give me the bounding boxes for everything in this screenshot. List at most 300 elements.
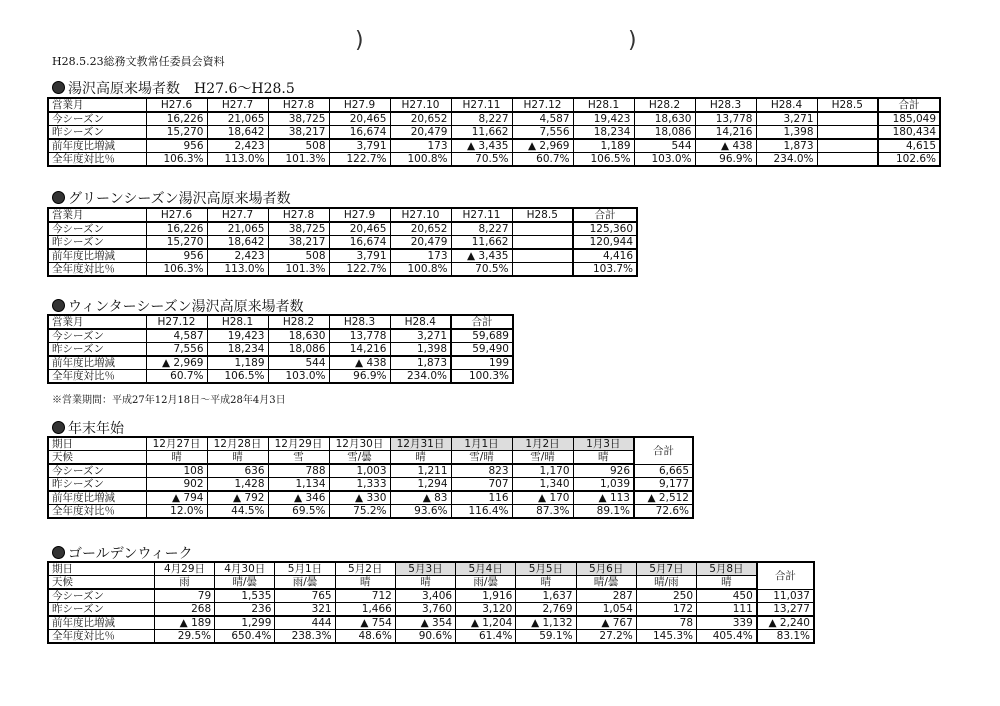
table-cell: 1,039 xyxy=(573,478,634,492)
table-cell: 1,333 xyxy=(329,478,390,492)
table-cell: 321 xyxy=(275,603,335,617)
table-cell: 103.0% xyxy=(634,153,695,167)
table-cell: 70.5% xyxy=(451,153,512,167)
row-label: 今シーズン xyxy=(48,589,154,603)
table-cell: 1,535 xyxy=(215,589,275,603)
table-cell: 3,760 xyxy=(395,603,455,617)
table-cell: 765 xyxy=(275,589,335,603)
column-header: H27.11 xyxy=(451,208,512,222)
table-cell: 69.5% xyxy=(268,505,329,519)
section-title-year-end: 年末年始 xyxy=(52,418,124,438)
table-cell: 508 xyxy=(268,139,329,153)
weather-cell: 晴 xyxy=(390,451,451,465)
weather-cell: 晴 xyxy=(335,576,395,590)
table-cell: 101.3% xyxy=(268,153,329,167)
table-cell: ▲ 189 xyxy=(154,616,214,630)
bullet-icon xyxy=(52,81,65,94)
date-header: 4月30日 xyxy=(215,562,275,576)
table-cell: 108 xyxy=(146,464,207,478)
date-header: 12月30日 xyxy=(329,437,390,451)
table-row xyxy=(48,356,513,370)
row-label: 今シーズン xyxy=(48,222,146,236)
date-header: 5月3日 xyxy=(395,562,455,576)
table-cell: ▲ 1,132 xyxy=(516,616,576,630)
table-cell: 113.0% xyxy=(207,153,268,167)
table-cell: 90.6% xyxy=(395,630,455,644)
column-header: H27.8 xyxy=(268,98,329,112)
table-cell: 9,177 xyxy=(634,478,693,492)
table-cell: 60.7% xyxy=(512,153,573,167)
table-row xyxy=(48,603,814,617)
table-cell: 234.0% xyxy=(756,153,817,167)
table-cell: 116.4% xyxy=(451,505,512,519)
table-cell: 173 xyxy=(390,249,451,263)
table-cell: ▲ 767 xyxy=(576,616,636,630)
column-header: H27.7 xyxy=(207,208,268,222)
table-cell: 59.1% xyxy=(516,630,576,644)
table-cell: 4,587 xyxy=(512,112,573,126)
row-label: 昨シーズン xyxy=(48,343,146,357)
table-cell: 339 xyxy=(697,616,757,630)
weather-cell: 晴 xyxy=(573,451,634,465)
table-cell: ▲ 2,512 xyxy=(634,491,693,505)
weather-cell: 晴 xyxy=(697,576,757,590)
column-header: H27.6 xyxy=(146,208,207,222)
table-row xyxy=(48,370,513,384)
date-header: 1月1日 xyxy=(451,437,512,451)
table-cell: 956 xyxy=(146,249,207,263)
column-header: H28.2 xyxy=(268,315,329,329)
table-cell: 13,778 xyxy=(329,329,390,343)
table-cell: 27.2% xyxy=(576,630,636,644)
table-cell xyxy=(512,222,573,236)
table-cell: 1,466 xyxy=(335,603,395,617)
table-cell: 7,556 xyxy=(512,126,573,140)
row-label: 今シーズン xyxy=(48,112,146,126)
table-cell: 122.7% xyxy=(329,263,390,277)
table-cell: 125,360 xyxy=(573,222,637,236)
table-cell xyxy=(817,112,878,126)
table-cell: 1,134 xyxy=(268,478,329,492)
table-cell: 89.1% xyxy=(573,505,634,519)
table-cell: 2,423 xyxy=(207,249,268,263)
table-row xyxy=(48,491,693,505)
column-header: H28.5 xyxy=(512,208,573,222)
table-cell: 544 xyxy=(268,356,329,370)
table-cell: 1,873 xyxy=(390,356,451,370)
weather-cell: 晴 xyxy=(395,576,455,590)
table-cell: ▲ 170 xyxy=(512,491,573,505)
table-cell: 636 xyxy=(207,464,268,478)
column-header: H27.9 xyxy=(329,208,390,222)
table-cell: 3,791 xyxy=(329,249,390,263)
table-cell: 93.6% xyxy=(390,505,451,519)
table-cell: 72.6% xyxy=(634,505,693,519)
table-year-end xyxy=(47,436,694,519)
table-cell: 101.3% xyxy=(268,263,329,277)
column-header: H27.11 xyxy=(451,98,512,112)
table-cell: 78 xyxy=(636,616,696,630)
date-header: 5月4日 xyxy=(456,562,516,576)
table-cell: 3,120 xyxy=(456,603,516,617)
table-cell: ▲ 3,435 xyxy=(451,139,512,153)
table-winter-season xyxy=(47,314,514,384)
bullet-icon xyxy=(52,299,65,312)
operating-period-note: ※営業期間：平成27年12月18日～平成28年4月3日 xyxy=(52,395,286,406)
section-title-green-season: グリーンシーズン湯沢高原来場者数 xyxy=(52,188,291,208)
table-cell: 173 xyxy=(390,139,451,153)
table-cell: 2,769 xyxy=(516,603,576,617)
table-row xyxy=(48,139,940,153)
table-cell: 113.0% xyxy=(207,263,268,277)
date-header: 1月2日 xyxy=(512,437,573,451)
table-row xyxy=(48,478,693,492)
row-label: 昨シーズン xyxy=(48,603,154,617)
table-cell xyxy=(817,139,878,153)
table-cell: 1,294 xyxy=(390,478,451,492)
table-cell: 59,689 xyxy=(451,329,513,343)
table-cell: 3,271 xyxy=(756,112,817,126)
table-cell: 1,299 xyxy=(215,616,275,630)
table-cell: 106.5% xyxy=(573,153,634,167)
table-cell xyxy=(512,236,573,250)
table-cell: 18,234 xyxy=(207,343,268,357)
table-cell: ▲ 330 xyxy=(329,491,390,505)
table-cell: 38,217 xyxy=(268,126,329,140)
bullet-icon xyxy=(52,191,65,204)
header-label: 期日 xyxy=(48,437,146,451)
table-cell: 234.0% xyxy=(390,370,451,384)
column-header: H28.3 xyxy=(695,98,756,112)
date-header: 5月6日 xyxy=(576,562,636,576)
table-cell: 3,791 xyxy=(329,139,390,153)
document-header: H28.5.23総務文教常任委員会資料 xyxy=(52,55,225,68)
column-header: 合計 xyxy=(573,208,637,222)
table-cell: 100.3% xyxy=(451,370,513,384)
date-header: 12月29日 xyxy=(268,437,329,451)
table-cell: 83.1% xyxy=(757,630,814,644)
table-cell: 14,216 xyxy=(695,126,756,140)
table-cell: 238.3% xyxy=(275,630,335,644)
table-cell: ▲ 754 xyxy=(335,616,395,630)
row-label: 前年度比増減 xyxy=(48,139,146,153)
weather-cell: 晴 xyxy=(207,451,268,465)
table-cell: 60.7% xyxy=(146,370,207,384)
table-cell: 18,086 xyxy=(634,126,695,140)
table-cell: 20,652 xyxy=(390,112,451,126)
table-row xyxy=(48,505,693,519)
table-cell: 788 xyxy=(268,464,329,478)
table-cell: 16,226 xyxy=(146,222,207,236)
bullet-icon xyxy=(52,421,65,434)
row-label: 昨シーズン xyxy=(48,236,146,250)
table-cell: 6,665 xyxy=(634,464,693,478)
table-cell: 1,340 xyxy=(512,478,573,492)
table-cell: 96.9% xyxy=(695,153,756,167)
table-cell: 1,170 xyxy=(512,464,573,478)
column-header: 合計 xyxy=(451,315,513,329)
table-cell: 11,662 xyxy=(451,236,512,250)
table-cell: 21,065 xyxy=(207,222,268,236)
date-header: 5月7日 xyxy=(636,562,696,576)
table-cell: 172 xyxy=(636,603,696,617)
table-cell: 707 xyxy=(451,478,512,492)
table-cell: 20,465 xyxy=(329,112,390,126)
table-cell: 96.9% xyxy=(329,370,390,384)
table-cell xyxy=(817,153,878,167)
table-cell: 61.4% xyxy=(456,630,516,644)
table-cell: 16,674 xyxy=(329,236,390,250)
row-label: 全年度対比％ xyxy=(48,505,146,519)
table-cell: 1,189 xyxy=(573,139,634,153)
row-label: 前年度比増減 xyxy=(48,249,146,263)
row-label: 全年度対比％ xyxy=(48,370,146,384)
table-cell: 29.5% xyxy=(154,630,214,644)
table-cell: 180,434 xyxy=(878,126,940,140)
table-cell: 15,270 xyxy=(146,236,207,250)
table-row xyxy=(48,126,940,140)
table-cell: 4,587 xyxy=(146,329,207,343)
column-header: H27.12 xyxy=(512,98,573,112)
weather-cell: 雪 xyxy=(268,451,329,465)
row-label: 昨シーズン xyxy=(48,126,146,140)
table-cell: 12.0% xyxy=(146,505,207,519)
row-label: 全年度対比％ xyxy=(48,263,146,277)
header-label: 営業月 xyxy=(48,315,146,329)
table-row xyxy=(48,236,637,250)
table-cell: 48.6% xyxy=(335,630,395,644)
table-cell: 87.3% xyxy=(512,505,573,519)
punch-hole-mark-left: ) xyxy=(355,28,364,53)
table-cell: ▲ 3,435 xyxy=(451,249,512,263)
column-header: H27.8 xyxy=(268,208,329,222)
table-cell: 103.7% xyxy=(573,263,637,277)
table-cell: 3,271 xyxy=(390,329,451,343)
table-cell: 16,226 xyxy=(146,112,207,126)
table-row xyxy=(48,630,814,644)
table-cell: 1,003 xyxy=(329,464,390,478)
table-cell: 18,642 xyxy=(207,126,268,140)
date-header: 5月2日 xyxy=(335,562,395,576)
total-header: 合計 xyxy=(634,437,693,464)
table-cell: 405.4% xyxy=(697,630,757,644)
table-cell: 18,234 xyxy=(573,126,634,140)
table-cell: ▲ 2,240 xyxy=(757,616,814,630)
table-row xyxy=(48,112,940,126)
table-cell: 1,189 xyxy=(207,356,268,370)
weather-cell: 雨/曇 xyxy=(275,576,335,590)
table-cell: ▲ 1,204 xyxy=(456,616,516,630)
table-cell: 20,479 xyxy=(390,126,451,140)
section-title-golden-week: ゴールデンウィーク xyxy=(52,543,193,563)
column-header: H27.10 xyxy=(390,98,451,112)
table-cell: 1,398 xyxy=(756,126,817,140)
column-header: H28.1 xyxy=(573,98,634,112)
table-cell: 20,479 xyxy=(390,236,451,250)
row-label: 全年度対比％ xyxy=(48,153,146,167)
table-row xyxy=(48,263,637,277)
table-cell: 106.3% xyxy=(146,153,207,167)
table-cell: 7,556 xyxy=(146,343,207,357)
table-cell: 1,211 xyxy=(390,464,451,478)
table-cell: 544 xyxy=(634,139,695,153)
row-label: 昨シーズン xyxy=(48,478,146,492)
table-cell: 19,423 xyxy=(207,329,268,343)
column-header: H27.6 xyxy=(146,98,207,112)
weather-cell: 晴/曇 xyxy=(215,576,275,590)
column-header: 合計 xyxy=(878,98,940,112)
table-cell: 13,778 xyxy=(695,112,756,126)
table-cell: 20,465 xyxy=(329,222,390,236)
table-cell: ▲ 354 xyxy=(395,616,455,630)
table-cell xyxy=(817,126,878,140)
table-cell: 15,270 xyxy=(146,126,207,140)
weather-cell: 雨 xyxy=(154,576,214,590)
row-label: 今シーズン xyxy=(48,329,146,343)
table-cell: 650.4% xyxy=(215,630,275,644)
table-cell: ▲ 794 xyxy=(146,491,207,505)
column-header: H28.1 xyxy=(207,315,268,329)
table-row xyxy=(48,616,814,630)
section-title-yuzawa-kogen: 湯沢高原来場者数 H27.6～H28.5 xyxy=(52,78,295,98)
table-row xyxy=(48,249,637,263)
column-header: H27.7 xyxy=(207,98,268,112)
weather-cell: 晴 xyxy=(146,451,207,465)
table-cell: 8,227 xyxy=(451,112,512,126)
table-cell: 712 xyxy=(335,589,395,603)
table-cell: 116 xyxy=(451,491,512,505)
bullet-icon xyxy=(52,546,65,559)
date-header: 12月27日 xyxy=(146,437,207,451)
table-cell: 21,065 xyxy=(207,112,268,126)
table-cell: 250 xyxy=(636,589,696,603)
date-header: 12月31日 xyxy=(390,437,451,451)
table-cell xyxy=(512,263,573,277)
weather-cell: 晴/曇 xyxy=(576,576,636,590)
column-header: H28.3 xyxy=(329,315,390,329)
row-label: 前年度比増減 xyxy=(48,491,146,505)
table-cell: 956 xyxy=(146,139,207,153)
table-cell: 100.8% xyxy=(390,153,451,167)
table-cell: 122.7% xyxy=(329,153,390,167)
punch-hole-mark-right: ) xyxy=(628,28,637,53)
table-cell: 185,049 xyxy=(878,112,940,126)
weather-cell: 雨/曇 xyxy=(456,576,516,590)
section-title-winter-season: ウィンターシーズン湯沢高原来場者数 xyxy=(52,296,304,316)
table-cell: ▲ 2,969 xyxy=(512,139,573,153)
header-label: 営業月 xyxy=(48,98,146,112)
date-header: 5月5日 xyxy=(516,562,576,576)
column-header: H27.10 xyxy=(390,208,451,222)
header-label: 天候 xyxy=(48,576,154,590)
date-header: 4月29日 xyxy=(154,562,214,576)
column-header: H27.12 xyxy=(146,315,207,329)
table-golden-week xyxy=(47,561,815,644)
table-cell: 450 xyxy=(697,589,757,603)
table-cell: 902 xyxy=(146,478,207,492)
table-cell: 145.3% xyxy=(636,630,696,644)
table-row xyxy=(48,464,693,478)
table-row xyxy=(48,222,637,236)
date-header: 5月1日 xyxy=(275,562,335,576)
table-cell: 18,642 xyxy=(207,236,268,250)
row-label: 前年度比増減 xyxy=(48,616,154,630)
table-cell xyxy=(512,249,573,263)
table-green-season xyxy=(47,207,638,277)
table-cell: 1,873 xyxy=(756,139,817,153)
table-cell: 38,725 xyxy=(268,222,329,236)
column-header: H28.2 xyxy=(634,98,695,112)
table-cell: ▲ 792 xyxy=(207,491,268,505)
column-header: H28.5 xyxy=(817,98,878,112)
table-cell: 44.5% xyxy=(207,505,268,519)
weather-cell: 晴/雨 xyxy=(636,576,696,590)
table-cell: 13,277 xyxy=(757,603,814,617)
table-cell: 3,406 xyxy=(395,589,455,603)
table-cell: 20,652 xyxy=(390,222,451,236)
table-cell: 106.5% xyxy=(207,370,268,384)
row-label: 全年度対比％ xyxy=(48,630,154,644)
table-cell: ▲ 113 xyxy=(573,491,634,505)
table-cell: 287 xyxy=(576,589,636,603)
column-header: H27.9 xyxy=(329,98,390,112)
table-cell: 38,217 xyxy=(268,236,329,250)
table-cell: 268 xyxy=(154,603,214,617)
date-header: 1月3日 xyxy=(573,437,634,451)
weather-cell: 雪/曇 xyxy=(329,451,390,465)
row-label: 今シーズン xyxy=(48,464,146,478)
table-cell: 18,630 xyxy=(268,329,329,343)
table-cell: 1,428 xyxy=(207,478,268,492)
table-cell: 100.8% xyxy=(390,263,451,277)
table-cell: 4,615 xyxy=(878,139,940,153)
header-label: 期日 xyxy=(48,562,154,576)
table-cell: 1,054 xyxy=(576,603,636,617)
table-cell: 8,227 xyxy=(451,222,512,236)
table-cell: ▲ 438 xyxy=(329,356,390,370)
table-cell: 1,637 xyxy=(516,589,576,603)
table-monthly-visitors xyxy=(47,97,941,167)
table-cell: 823 xyxy=(451,464,512,478)
table-cell: 70.5% xyxy=(451,263,512,277)
column-header: H28.4 xyxy=(756,98,817,112)
table-cell: 236 xyxy=(215,603,275,617)
column-header: H28.4 xyxy=(390,315,451,329)
table-row xyxy=(48,343,513,357)
date-header: 5月8日 xyxy=(697,562,757,576)
table-row xyxy=(48,329,513,343)
table-cell: 1,916 xyxy=(456,589,516,603)
weather-cell: 雪/晴 xyxy=(451,451,512,465)
table-cell: 14,216 xyxy=(329,343,390,357)
date-header: 12月28日 xyxy=(207,437,268,451)
table-cell: 19,423 xyxy=(573,112,634,126)
header-label: 天候 xyxy=(48,451,146,465)
table-cell: 926 xyxy=(573,464,634,478)
table-cell: 4,416 xyxy=(573,249,637,263)
table-cell: 444 xyxy=(275,616,335,630)
table-cell: 199 xyxy=(451,356,513,370)
total-header: 合計 xyxy=(757,562,814,589)
row-label: 前年度比増減 xyxy=(48,356,146,370)
weather-cell: 雪/晴 xyxy=(512,451,573,465)
table-row xyxy=(48,153,940,167)
table-cell: 11,662 xyxy=(451,126,512,140)
table-cell: 79 xyxy=(154,589,214,603)
table-cell: ▲ 2,969 xyxy=(146,356,207,370)
table-cell: 508 xyxy=(268,249,329,263)
weather-cell: 晴 xyxy=(516,576,576,590)
